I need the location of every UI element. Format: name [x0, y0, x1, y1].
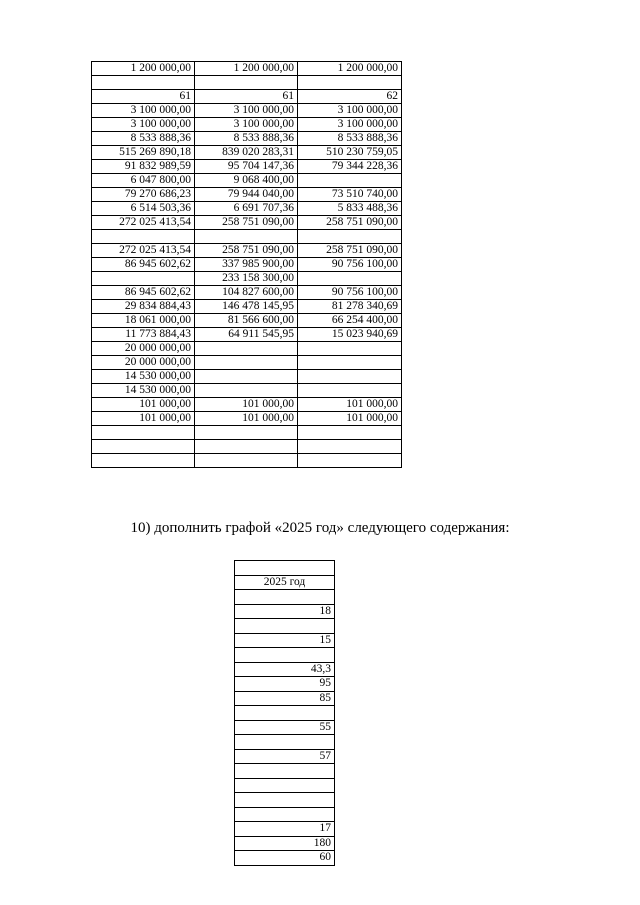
table-row	[92, 104, 402, 118]
table-cell: 101 000,00	[195, 412, 298, 426]
table-cell: 180	[235, 836, 335, 851]
table-row	[235, 691, 335, 706]
table-cell	[235, 807, 335, 822]
table-cell: 55	[235, 720, 335, 735]
table-cell: 20 000 000,00	[92, 356, 195, 370]
table-cell: 8 533 888,36	[195, 132, 298, 146]
table-cell	[298, 230, 402, 244]
table-cell: 510 230 759,05	[298, 146, 402, 160]
table-row	[235, 648, 335, 663]
table-row	[92, 188, 402, 202]
table-cell	[298, 370, 402, 384]
table-cell: 258 751 090,00	[298, 216, 402, 230]
table-cell: 146 478 145,95	[195, 300, 298, 314]
table-cell: 61	[92, 90, 195, 104]
table-cell: 64 911 545,95	[195, 328, 298, 342]
table-cell: 81 566 600,00	[195, 314, 298, 328]
table-row	[92, 244, 402, 258]
table-cell: 14 530 000,00	[92, 370, 195, 384]
table-row	[92, 202, 402, 216]
table-row	[92, 230, 402, 244]
table-row	[235, 778, 335, 793]
table-cell: 18	[235, 604, 335, 619]
budget-values-body	[92, 62, 402, 468]
table-cell	[298, 356, 402, 370]
table-cell: 86 945 602,62	[92, 258, 195, 272]
table-cell	[235, 778, 335, 793]
table-cell: 20 000 000,00	[92, 342, 195, 356]
table-cell: 6 514 503,36	[92, 202, 195, 216]
table-row	[235, 793, 335, 808]
table-row	[235, 561, 335, 576]
table-cell	[235, 648, 335, 663]
table-row	[235, 662, 335, 677]
table-cell	[92, 426, 195, 440]
table-cell: 3 100 000,00	[298, 104, 402, 118]
table-cell: 101 000,00	[298, 398, 402, 412]
table-cell	[92, 76, 195, 90]
table-cell: 66 254 400,00	[298, 314, 402, 328]
table-row	[92, 356, 402, 370]
table-cell: 3 100 000,00	[92, 104, 195, 118]
table-cell: 5 833 488,36	[298, 202, 402, 216]
table-cell: 85	[235, 691, 335, 706]
table-cell: 90 756 100,00	[298, 258, 402, 272]
table-cell: 18 061 000,00	[92, 314, 195, 328]
table-row	[235, 851, 335, 866]
instruction-text: 10) дополнить графой «2025 год» следующего содержания:	[130, 520, 510, 536]
table-cell: 3 100 000,00	[92, 118, 195, 132]
table-row	[235, 735, 335, 750]
table-row	[92, 258, 402, 272]
table-cell: 101 000,00	[298, 412, 402, 426]
table-cell: 95	[235, 677, 335, 692]
table-row	[235, 822, 335, 837]
table-cell	[298, 440, 402, 454]
table-cell	[298, 454, 402, 468]
table-cell	[195, 342, 298, 356]
table-cell: 3 100 000,00	[195, 104, 298, 118]
table-row	[92, 384, 402, 398]
table-row	[92, 328, 402, 342]
table-row	[235, 720, 335, 735]
table-cell	[235, 764, 335, 779]
table-cell: 272 025 413,54	[92, 244, 195, 258]
table-cell: 61	[195, 90, 298, 104]
table-cell: 101 000,00	[92, 398, 195, 412]
table-cell: 11 773 884,43	[92, 328, 195, 342]
table-cell: 515 269 890,18	[92, 146, 195, 160]
table-cell	[195, 76, 298, 90]
table-cell: 17	[235, 822, 335, 837]
table-cell: 79 944 040,00	[195, 188, 298, 202]
table-row	[235, 575, 335, 590]
table-cell	[92, 230, 195, 244]
table-cell: 60	[235, 851, 335, 866]
table-row	[92, 216, 402, 230]
table-cell: 272 025 413,54	[92, 216, 195, 230]
table-cell: 79 344 228,36	[298, 160, 402, 174]
table-cell	[195, 440, 298, 454]
table-row	[92, 314, 402, 328]
table-row	[92, 412, 402, 426]
table-row	[92, 174, 402, 188]
table-cell: 95 704 147,36	[195, 160, 298, 174]
table-row	[92, 286, 402, 300]
table-row	[92, 454, 402, 468]
table-cell: 6 691 707,36	[195, 202, 298, 216]
table-row	[92, 440, 402, 454]
table-row	[92, 342, 402, 356]
table-cell	[298, 272, 402, 286]
table-row	[235, 604, 335, 619]
table-row	[92, 160, 402, 174]
table-cell: 101 000,00	[195, 398, 298, 412]
table-cell: 15 023 940,69	[298, 328, 402, 342]
table-cell: 43,3	[235, 662, 335, 677]
table-cell: 6 047 800,00	[92, 174, 195, 188]
table-cell: 258 751 090,00	[298, 244, 402, 258]
table-cell	[235, 561, 335, 576]
table-row	[235, 807, 335, 822]
table-row	[235, 764, 335, 779]
table-cell: 90 756 100,00	[298, 286, 402, 300]
table-cell	[298, 384, 402, 398]
table-row	[92, 272, 402, 286]
table-cell: 258 751 090,00	[195, 244, 298, 258]
table-cell: 79 270 686,23	[92, 188, 195, 202]
table-cell	[298, 174, 402, 188]
table-cell: 81 278 340,69	[298, 300, 402, 314]
table-cell: 3 100 000,00	[195, 118, 298, 132]
table-cell: 62	[298, 90, 402, 104]
table-cell: 1 200 000,00	[298, 62, 402, 76]
table-cell	[235, 793, 335, 808]
table-cell	[195, 370, 298, 384]
table-row	[235, 836, 335, 851]
table-row	[92, 118, 402, 132]
table-cell: 337 985 900,00	[195, 258, 298, 272]
table-cell	[195, 230, 298, 244]
table-row	[92, 62, 402, 76]
table-row	[92, 132, 402, 146]
table-cell: 8 533 888,36	[298, 132, 402, 146]
table-cell: 14 530 000,00	[92, 384, 195, 398]
table-row	[235, 590, 335, 605]
table-row	[235, 633, 335, 648]
table-cell: 9 068 400,00	[195, 174, 298, 188]
table-cell: 1 200 000,00	[92, 62, 195, 76]
budget-values-table	[91, 61, 402, 468]
table-cell: 57	[235, 749, 335, 764]
table-row	[92, 90, 402, 104]
table-cell: 258 751 090,00	[195, 216, 298, 230]
table-cell: 104 827 600,00	[195, 286, 298, 300]
table-row	[92, 76, 402, 90]
year-2025-body	[235, 561, 335, 866]
table-cell: 3 100 000,00	[298, 118, 402, 132]
table-cell	[298, 76, 402, 90]
table-cell: 101 000,00	[92, 412, 195, 426]
table-row	[92, 146, 402, 160]
table-cell: 29 834 884,43	[92, 300, 195, 314]
table-row	[235, 749, 335, 764]
table-cell	[235, 590, 335, 605]
table-row	[92, 370, 402, 384]
table-cell: 73 510 740,00	[298, 188, 402, 202]
table-cell: 8 533 888,36	[92, 132, 195, 146]
table-cell	[298, 342, 402, 356]
table-cell	[235, 735, 335, 750]
table-cell	[195, 454, 298, 468]
table-cell: 86 945 602,62	[92, 286, 195, 300]
table-cell	[235, 619, 335, 634]
table-cell	[92, 440, 195, 454]
table-row	[92, 300, 402, 314]
table-cell	[92, 272, 195, 286]
table-row	[92, 398, 402, 412]
table-cell	[195, 384, 298, 398]
table-cell: 91 832 989,59	[92, 160, 195, 174]
table-cell	[195, 426, 298, 440]
table-cell	[195, 356, 298, 370]
table-cell	[235, 706, 335, 721]
table-row	[235, 619, 335, 634]
year-column-header: 2025 год	[235, 575, 335, 590]
table-cell: 839 020 283,31	[195, 146, 298, 160]
table-row	[235, 706, 335, 721]
year-2025-table	[234, 560, 335, 866]
table-cell: 1 200 000,00	[195, 62, 298, 76]
table-cell	[298, 426, 402, 440]
table-cell: 15	[235, 633, 335, 648]
table-cell	[92, 454, 195, 468]
table-cell: 233 158 300,00	[195, 272, 298, 286]
table-row	[92, 426, 402, 440]
table-row	[235, 677, 335, 692]
